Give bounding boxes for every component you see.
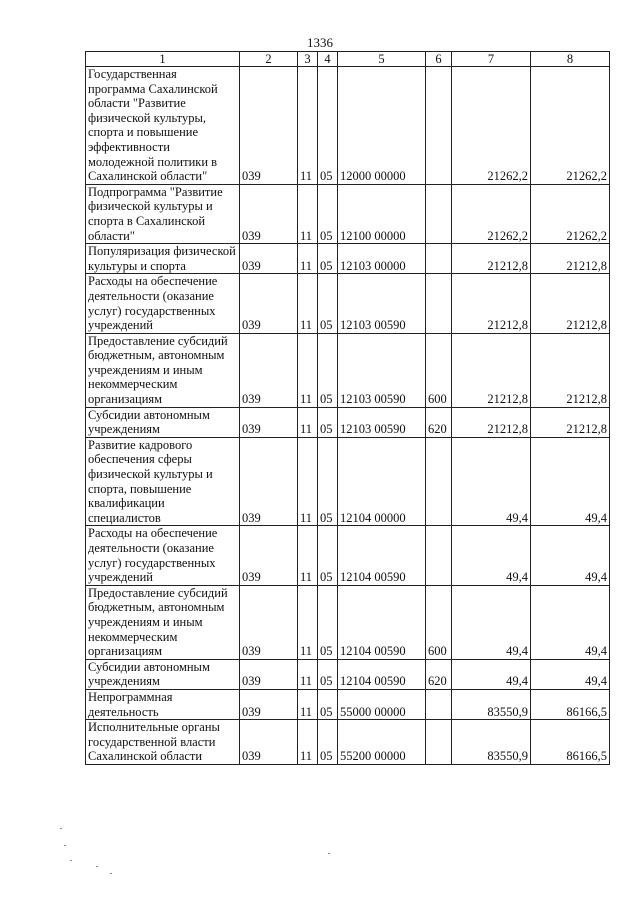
- scan-speck: [328, 853, 330, 854]
- table-row: [86, 274, 610, 333]
- table-row: [86, 437, 610, 526]
- table-row: [86, 585, 610, 659]
- row-value-cell: 55200 00000: [338, 720, 426, 765]
- row-value-cell: 49,4: [452, 659, 531, 689]
- row-name-cell: Расходы на обеспечение деятельности (оказание услуг) государственных учреждений: [86, 274, 240, 333]
- row-name-cell: Популяризация физической культуры и спорта: [86, 244, 240, 274]
- column-header: 3: [298, 52, 318, 67]
- row-value-cell: 12104 00590: [338, 585, 426, 659]
- row-name-cell: Предоставление субсидий бюджетным, автономным учреждениям и иным некоммерческим организациям: [86, 333, 240, 407]
- row-value-cell: [426, 720, 452, 765]
- row-value-cell: 039: [240, 585, 298, 659]
- row-value-cell: 12103 00590: [338, 407, 426, 437]
- column-header: 4: [318, 52, 338, 67]
- row-value-cell: 11: [298, 720, 318, 765]
- table-row: [86, 526, 610, 585]
- table-row: [86, 333, 610, 407]
- row-value-cell: 21212,8: [452, 407, 531, 437]
- row-value-cell: 05: [318, 184, 338, 243]
- row-value-cell: 05: [318, 244, 338, 274]
- row-value-cell: [426, 67, 452, 185]
- row-value-cell: 11: [298, 437, 318, 526]
- row-value-cell: 21212,8: [531, 407, 610, 437]
- row-name-cell: Подпрограмма "Развитие физической культуры и спорта в Сахалинской области": [86, 184, 240, 243]
- column-header: 5: [338, 52, 426, 67]
- table-row: [86, 659, 610, 689]
- row-value-cell: 49,4: [531, 659, 610, 689]
- row-value-cell: 49,4: [452, 526, 531, 585]
- row-value-cell: 05: [318, 333, 338, 407]
- scan-speck: [96, 866, 98, 867]
- column-header: 8: [531, 52, 610, 67]
- row-value-cell: 21262,2: [531, 184, 610, 243]
- row-value-cell: 11: [298, 244, 318, 274]
- row-value-cell: [426, 274, 452, 333]
- column-header: 7: [452, 52, 531, 67]
- row-value-cell: 05: [318, 407, 338, 437]
- row-value-cell: 49,4: [531, 437, 610, 526]
- column-header: 2: [240, 52, 298, 67]
- row-value-cell: 21212,8: [452, 244, 531, 274]
- row-value-cell: 49,4: [531, 585, 610, 659]
- row-name-cell: Предоставление субсидий бюджетным, автономным учреждениям и иным некоммерческим организациям: [86, 585, 240, 659]
- budget-table: [85, 51, 610, 765]
- row-value-cell: 039: [240, 67, 298, 185]
- row-value-cell: 21212,8: [531, 244, 610, 274]
- row-value-cell: 039: [240, 689, 298, 719]
- row-value-cell: 12104 00590: [338, 526, 426, 585]
- row-value-cell: 05: [318, 437, 338, 526]
- row-value-cell: 55000 00000: [338, 689, 426, 719]
- row-name-cell: Развитие кадрового обеспечения сферы физической культуры и спорта, повышение квалификации специалистов: [86, 437, 240, 526]
- row-name-cell: Субсидии автономным учреждениям: [86, 407, 240, 437]
- row-value-cell: 11: [298, 526, 318, 585]
- row-value-cell: 21262,2: [531, 67, 610, 185]
- row-value-cell: 83550,9: [452, 689, 531, 719]
- row-value-cell: 05: [318, 659, 338, 689]
- row-value-cell: 21212,8: [452, 274, 531, 333]
- row-value-cell: [426, 244, 452, 274]
- row-value-cell: 11: [298, 659, 318, 689]
- row-value-cell: 21262,2: [452, 67, 531, 185]
- row-value-cell: 039: [240, 437, 298, 526]
- row-value-cell: 11: [298, 67, 318, 185]
- row-value-cell: 620: [426, 407, 452, 437]
- table-row: [86, 244, 610, 274]
- row-value-cell: 12103 00000: [338, 244, 426, 274]
- table-row: [86, 184, 610, 243]
- row-value-cell: 12103 00590: [338, 333, 426, 407]
- row-value-cell: 039: [240, 659, 298, 689]
- row-value-cell: [426, 437, 452, 526]
- row-value-cell: 49,4: [452, 585, 531, 659]
- row-value-cell: 620: [426, 659, 452, 689]
- row-value-cell: 11: [298, 333, 318, 407]
- row-value-cell: 12103 00590: [338, 274, 426, 333]
- row-value-cell: 039: [240, 333, 298, 407]
- row-value-cell: 11: [298, 585, 318, 659]
- row-value-cell: [426, 184, 452, 243]
- row-value-cell: 86166,5: [531, 720, 610, 765]
- page-number: 1336: [307, 35, 333, 50]
- scan-speck: [64, 845, 66, 846]
- scan-speck: [60, 828, 62, 829]
- row-value-cell: 21212,8: [452, 333, 531, 407]
- row-value-cell: 11: [298, 407, 318, 437]
- row-value-cell: 12104 00590: [338, 659, 426, 689]
- row-value-cell: 49,4: [531, 526, 610, 585]
- table-row: [86, 720, 610, 765]
- column-header: 6: [426, 52, 452, 67]
- column-header-row: [86, 52, 610, 67]
- row-value-cell: 05: [318, 526, 338, 585]
- scan-speck: [70, 860, 72, 861]
- row-value-cell: 12000 00000: [338, 67, 426, 185]
- table-row: [86, 689, 610, 719]
- row-value-cell: 039: [240, 720, 298, 765]
- column-header: 1: [86, 52, 240, 67]
- row-name-cell: Исполнительные органы государственной власти Сахалинской области: [86, 720, 240, 765]
- row-value-cell: 12100 00000: [338, 184, 426, 243]
- row-value-cell: 039: [240, 526, 298, 585]
- table-row: [86, 67, 610, 185]
- scan-speck: [110, 873, 112, 874]
- row-value-cell: 83550,9: [452, 720, 531, 765]
- row-value-cell: 05: [318, 274, 338, 333]
- row-value-cell: 11: [298, 184, 318, 243]
- row-name-cell: Субсидии автономным учреждениям: [86, 659, 240, 689]
- row-name-cell: Расходы на обеспечение деятельности (оказание услуг) государственных учреждений: [86, 526, 240, 585]
- row-value-cell: 600: [426, 333, 452, 407]
- row-value-cell: 12104 00000: [338, 437, 426, 526]
- row-value-cell: [426, 689, 452, 719]
- row-value-cell: 039: [240, 244, 298, 274]
- row-value-cell: 21262,2: [452, 184, 531, 243]
- row-value-cell: 49,4: [452, 437, 531, 526]
- row-value-cell: 86166,5: [531, 689, 610, 719]
- table-row: [86, 407, 610, 437]
- row-value-cell: 039: [240, 407, 298, 437]
- row-value-cell: 05: [318, 720, 338, 765]
- row-value-cell: 05: [318, 689, 338, 719]
- row-value-cell: 11: [298, 274, 318, 333]
- row-value-cell: 11: [298, 689, 318, 719]
- row-value-cell: 600: [426, 585, 452, 659]
- row-value-cell: 05: [318, 585, 338, 659]
- row-value-cell: 21212,8: [531, 333, 610, 407]
- row-value-cell: 039: [240, 274, 298, 333]
- row-name-cell: Непрограммная деятельность: [86, 689, 240, 719]
- row-value-cell: 039: [240, 184, 298, 243]
- row-name-cell: Государственная программа Сахалинской области "Развитие физической культуры, спорта и повышение эффективности молодежной политики в Сахалинской области": [86, 67, 240, 185]
- row-value-cell: [426, 526, 452, 585]
- row-value-cell: 05: [318, 67, 338, 185]
- row-value-cell: 21212,8: [531, 274, 610, 333]
